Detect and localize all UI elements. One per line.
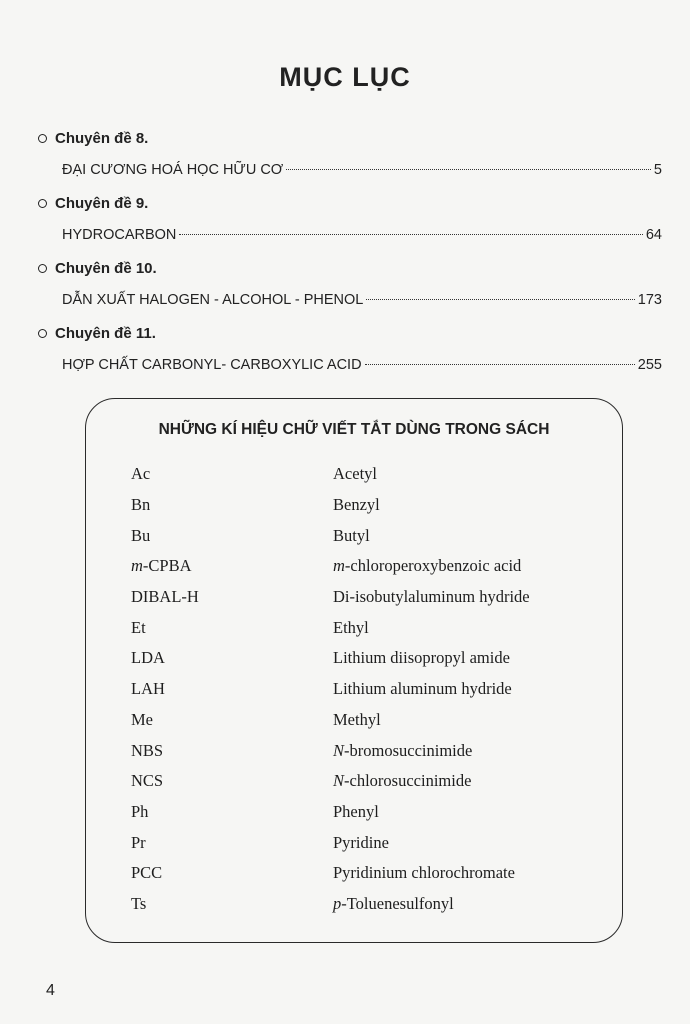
toc-chapter-8 xyxy=(38,126,662,191)
abbreviation-row xyxy=(131,612,601,643)
abbreviation-meaning-text: -Toluenesulfonyl xyxy=(341,893,454,913)
abbreviation-term-text: Bn xyxy=(131,495,151,515)
abbreviation-term-text: Pr xyxy=(131,832,146,852)
abbreviation-term xyxy=(131,556,333,576)
abbreviation-meaning xyxy=(333,464,601,484)
abbreviation-meaning-italic: N xyxy=(333,771,345,791)
dot-leader xyxy=(286,169,651,170)
abbreviation-term xyxy=(131,741,333,761)
abbreviation-term-text: PCC xyxy=(131,863,163,883)
abbreviation-meaning-italic: m xyxy=(333,556,345,576)
toc-entry[interactable] xyxy=(38,345,662,386)
abbreviation-meaning-text: Lithium diisopropyl amide xyxy=(333,648,510,668)
toc-entry[interactable] xyxy=(38,280,662,321)
dot-leader xyxy=(366,299,634,300)
chapter-heading xyxy=(38,126,662,150)
abbreviation-term xyxy=(131,679,333,699)
abbreviation-term-italic: m xyxy=(131,556,143,576)
page-title: MỤC LỤC xyxy=(279,62,411,92)
abbreviation-meaning xyxy=(333,741,601,761)
chapter-heading-text: Chuyên đề 9. xyxy=(55,194,149,212)
toc-entry[interactable] xyxy=(38,215,662,256)
chapter-heading xyxy=(38,321,662,345)
abbreviation-term xyxy=(131,618,333,638)
toc-entry-page: 64 xyxy=(645,227,662,243)
table-of-contents xyxy=(38,126,662,386)
toc-entry-title: ĐẠI CƯƠNG HOÁ HỌC HỮU CƠ xyxy=(62,162,284,178)
toc-entry-title: HỢP CHẤT CARBONYL- CARBOXYLIC ACID xyxy=(62,357,362,373)
abbreviation-meaning-text: Phenyl xyxy=(333,801,379,821)
circle-bullet-icon xyxy=(38,134,47,143)
toc-chapter-10 xyxy=(38,256,662,321)
abbreviation-meaning-text: Acetyl xyxy=(333,464,377,484)
abbreviation-term xyxy=(131,802,333,822)
toc-entry-page: 173 xyxy=(637,292,662,308)
abbreviation-meaning-text: Benzyl xyxy=(333,495,380,515)
abbreviation-row xyxy=(131,643,601,674)
toc-entry-page: 5 xyxy=(653,162,662,178)
abbreviation-meaning xyxy=(333,833,601,853)
chapter-heading-text: Chuyên đề 11. xyxy=(55,324,156,342)
abbreviation-term xyxy=(131,833,333,853)
abbreviation-meaning-text: Pyridinium chlorochromate xyxy=(333,863,515,883)
abbreviation-term-text: -CPBA xyxy=(142,556,192,576)
abbreviation-term xyxy=(131,526,333,546)
abbreviation-term xyxy=(131,464,333,484)
abbreviation-meaning-text: Ethyl xyxy=(333,617,369,637)
abbreviation-term-text: Et xyxy=(131,617,146,637)
abbreviation-row xyxy=(131,674,601,705)
abbreviation-meaning xyxy=(333,526,601,546)
abbreviation-row xyxy=(131,735,601,766)
abbreviation-meaning xyxy=(333,618,601,638)
abbreviation-term-text: Me xyxy=(131,709,153,729)
abbreviation-row xyxy=(131,459,601,490)
abbreviation-row xyxy=(131,797,601,828)
abbreviation-term-text: Bu xyxy=(131,525,151,545)
abbreviation-meaning-text: Butyl xyxy=(333,525,370,545)
abbreviation-term xyxy=(131,495,333,515)
abbreviation-row xyxy=(131,582,601,613)
toc-entry-title: HYDROCARBON xyxy=(62,227,177,243)
abbreviation-meaning xyxy=(333,771,601,791)
abbreviation-row xyxy=(131,827,601,858)
abbreviation-row xyxy=(131,490,601,521)
abbreviation-row xyxy=(131,520,601,551)
abbreviation-term-text: NBS xyxy=(131,740,164,760)
abbreviation-meaning xyxy=(333,802,601,822)
abbreviation-meaning-text: Methyl xyxy=(333,709,381,729)
abbreviation-meaning xyxy=(333,587,601,607)
abbreviation-term xyxy=(131,863,333,883)
dot-leader xyxy=(365,364,635,365)
toc-chapter-11 xyxy=(38,321,662,386)
abbreviation-row xyxy=(131,889,601,920)
abbreviation-meaning xyxy=(333,679,601,699)
abbreviation-term-text: NCS xyxy=(131,771,164,791)
toc-entry-title: DẪN XUẤT HALOGEN - ALCOHOL - PHENOL xyxy=(62,292,364,308)
abbreviations-list xyxy=(131,459,601,919)
circle-bullet-icon xyxy=(38,264,47,273)
abbreviation-meaning-text: Di-isobutylaluminum hydride xyxy=(333,587,530,607)
circle-bullet-icon xyxy=(38,199,47,208)
toc-entry-page: 255 xyxy=(637,357,662,373)
abbreviation-meaning-italic: p xyxy=(333,893,342,913)
abbreviation-term-text: Ts xyxy=(131,893,147,913)
abbreviation-term-text: LDA xyxy=(131,648,165,668)
chapter-heading-text: Chuyên đề 8. xyxy=(55,129,149,147)
abbreviations-box xyxy=(85,398,623,943)
abbreviation-term-text: DIBAL-H xyxy=(131,587,199,607)
abbreviation-meaning-text: -chlorosuccinimide xyxy=(344,771,472,791)
abbreviation-term-text: Ph xyxy=(131,801,149,821)
abbreviation-meaning xyxy=(333,894,601,914)
abbreviations-title: NHỮNG KÍ HIỆU CHỮ VIẾT TẮT DÙNG TRONG SÁCH xyxy=(158,421,550,438)
circle-bullet-icon xyxy=(38,329,47,338)
chapter-heading xyxy=(38,191,662,215)
page-number: 4 xyxy=(46,982,55,999)
abbreviation-meaning xyxy=(333,556,601,576)
abbreviation-meaning-text: -bromosuccinimide xyxy=(344,740,473,760)
toc-chapter-9 xyxy=(38,191,662,256)
abbreviation-row xyxy=(131,705,601,736)
abbreviation-meaning xyxy=(333,648,601,668)
dot-leader xyxy=(179,234,642,235)
abbreviation-term xyxy=(131,710,333,730)
abbreviation-meaning-text: Lithium aluminum hydride xyxy=(333,679,512,699)
abbreviation-term-text: Ac xyxy=(131,464,151,484)
abbreviation-row xyxy=(131,551,601,582)
abbreviation-row xyxy=(131,766,601,797)
abbreviation-meaning xyxy=(333,863,601,883)
abbreviation-meaning-text: Pyridine xyxy=(333,832,389,852)
abbreviation-meaning-text: -chloroperoxybenzoic acid xyxy=(344,556,522,576)
abbreviation-term xyxy=(131,771,333,791)
toc-entry[interactable] xyxy=(38,150,662,191)
abbreviation-meaning xyxy=(333,495,601,515)
abbreviation-row xyxy=(131,858,601,889)
chapter-heading xyxy=(38,256,662,280)
abbreviation-term xyxy=(131,587,333,607)
abbreviation-term xyxy=(131,894,333,914)
abbreviation-meaning xyxy=(333,710,601,730)
abbreviation-term-text: LAH xyxy=(131,679,165,699)
chapter-heading-text: Chuyên đề 10. xyxy=(55,259,157,277)
abbreviation-term xyxy=(131,648,333,668)
abbreviation-meaning-italic: N xyxy=(333,740,345,760)
